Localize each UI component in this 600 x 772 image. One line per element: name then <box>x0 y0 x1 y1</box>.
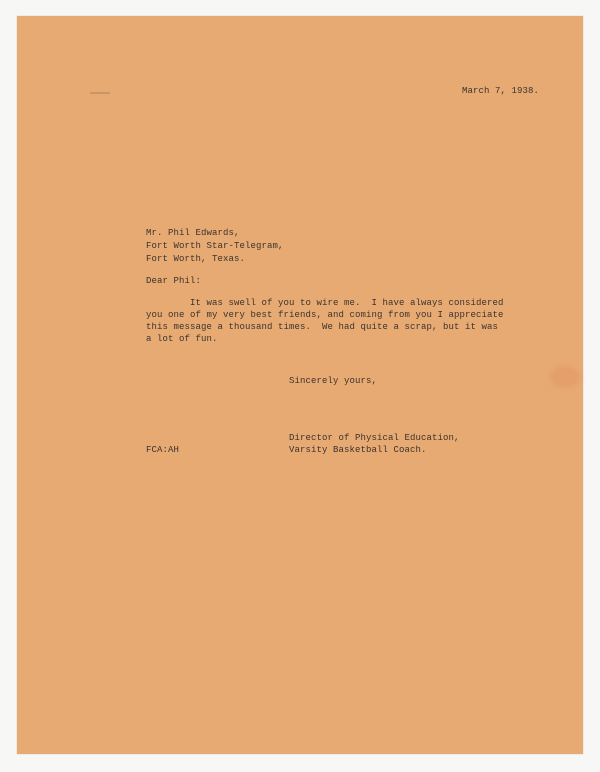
closing: Sincerely yours, <box>289 376 378 386</box>
body-line: this message a thousand times. We had quite a scrap, but it was <box>146 322 499 332</box>
reference-initials: FCA:AH <box>146 445 180 455</box>
recipient-city: Fort Worth, Texas. <box>146 254 246 264</box>
salutation: Dear Phil: <box>146 276 202 286</box>
recipient-organization: Fort Worth Star-Telegram, <box>146 241 284 251</box>
paper-speck <box>90 92 110 94</box>
paper-stain <box>550 366 580 388</box>
letter-date: March 7, 1938. <box>462 86 540 96</box>
recipient-name: Mr. Phil Edwards, <box>146 228 240 238</box>
body-line: a lot of fun. <box>146 334 218 344</box>
body-line: you one of my very best friends, and coming from you I appreciate <box>146 310 504 320</box>
signature-title: Varsity Basketball Coach. <box>289 445 427 455</box>
body-line: It was swell of you to wire me. I have always considered <box>190 298 504 308</box>
signature-title: Director of Physical Education, <box>289 433 460 443</box>
